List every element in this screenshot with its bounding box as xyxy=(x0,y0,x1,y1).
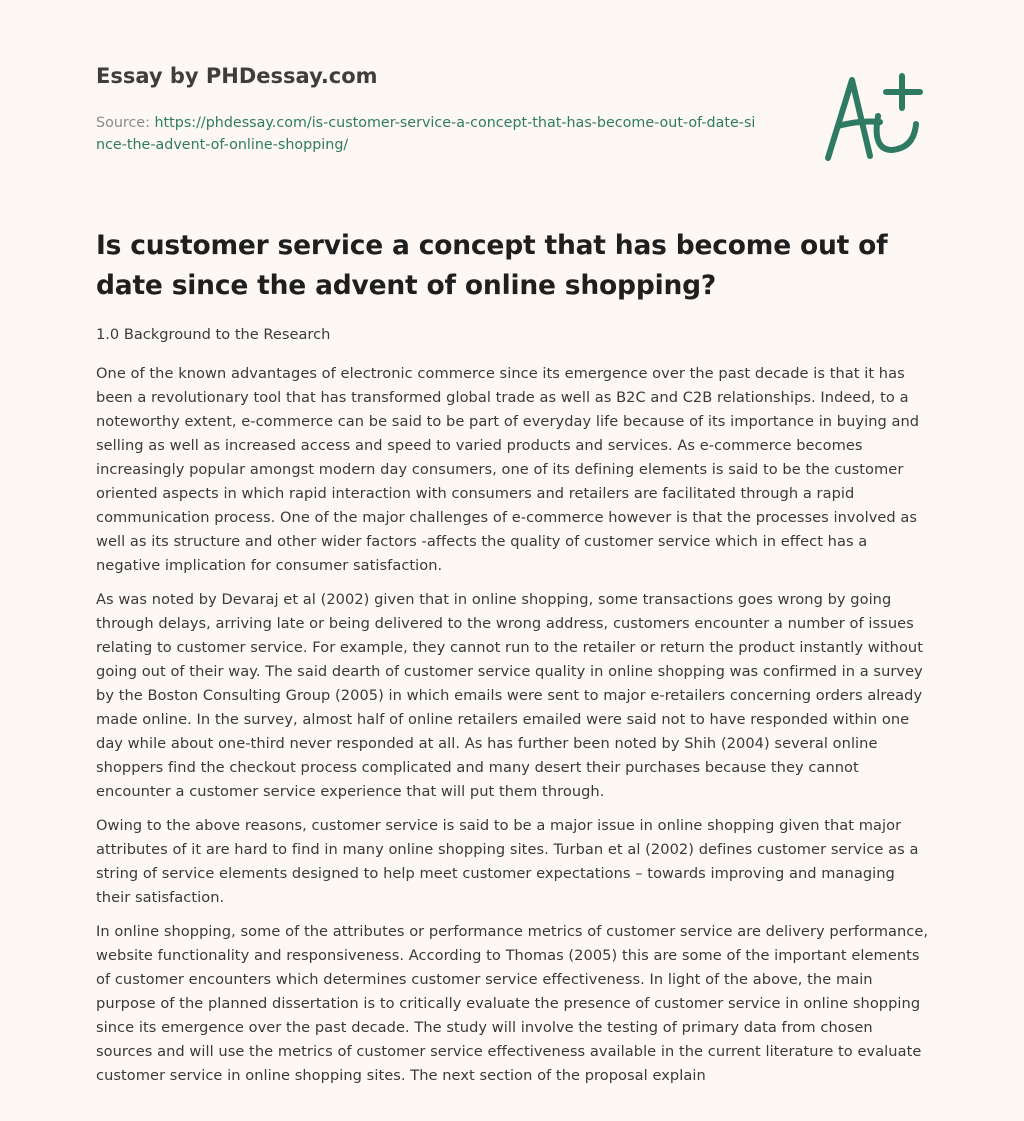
essay-body xyxy=(96,362,932,1098)
paragraph: Owing to the above reasons, customer service is said to be a major issue in online shopping given that major attributes of it are hard to find in many online shopping sites. Turban et al (2002) defines customer service as a string of service elements designed to help meet customer expectations – towards improving and managing their satisfaction. xyxy=(96,817,919,906)
a-plus-grade-icon xyxy=(824,68,924,164)
source-label: Source: xyxy=(96,115,150,131)
paragraph: One of the known advantages of electronic commerce since its emergence over the past decade is that it has been a revolutionary tool that has transformed global trade as well as B2C and C2B relationships. Indeed, to a noteworthy extent, e-commerce can be said to be part of everyday life because of its importance in buying and selling as well as increased access and speed to varied products and services. As e-commerce becomes increasingly popular amongst modern day consumers, one of its defining elements is said to be the customer oriented aspects in which rapid interaction with consumers and retailers are facilitated through a rapid communication process. One of the major challenges of e-commerce however is that the processes involved as well as its structure and other wider factors -affects the quality of customer service which in effect has a negative implication for consumer satisfaction. xyxy=(96,365,920,574)
essay-page xyxy=(96,0,932,1084)
source-link[interactable]: https://phdessay.com/is-customer-service-a-concept-that-has-become-out-of-date-since-the-advent-of-online-shopping/ xyxy=(96,115,756,153)
page-header xyxy=(96,0,932,200)
paragraph: As was noted by Devaraj et al (2002) given that in online shopping, some transactions goes wrong by going through delays, arriving late or being delivered to the wrong address, customers encounter a number of issues relating to customer service. For example, they cannot run to the retailer or return the product instantly without going out of their way. The said dearth of customer service quality in online shopping was confirmed in a survey by the Boston Consulting Group (2005) in which emails were sent to major e-retailers concerning orders already made online. In the survey, almost half of online retailers emailed were said not to have responded within one day while about one-third never responded at all. As has further been noted by Shih (2004) several online shoppers find the checkout process complicated and many desert their purchases because they cannot encounter a customer service experience that will put them through. xyxy=(96,591,923,800)
source-line xyxy=(96,112,756,156)
paragraph: In online shopping, some of the attributes or performance metrics of customer service are delivery performance, website functionality and responsiveness. According to Thomas (2005) this are some of the important elements of customer encounters which determines customer service effectiveness. In light of the above, the main purpose of the planned dissertation is to critically evaluate the presence of customer service in online shopping since its emergence over the past decade. The study will involve the testing of primary data from chosen sources and will use the metrics of customer service effectiveness available in the current literature to evaluate customer service in online shopping sites. The next section of the proposal explain xyxy=(96,923,929,1084)
site-brand: Essay by PHDessay.com xyxy=(96,64,378,88)
essay-title: Is customer service a concept that has become out of date since the advent of online shopping? xyxy=(96,230,888,301)
section-heading: 1.0 Background to the Research xyxy=(96,326,331,343)
